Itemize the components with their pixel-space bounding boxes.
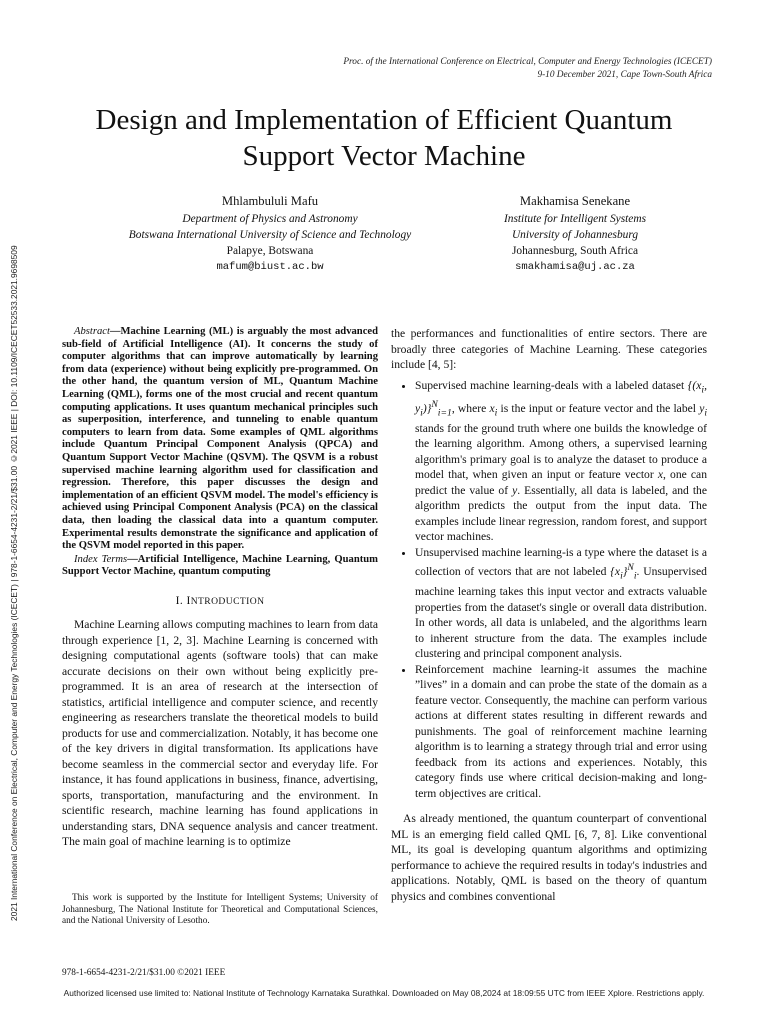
math-part: y	[699, 402, 705, 416]
bullet-text: . Essentially, all data is labeled, and the algorithm predicts the output from the input data. The examples include linear regression, random forest, and support vector machines.	[415, 483, 708, 544]
author-department: Department of Physics and Astronomy	[182, 213, 358, 225]
math-sub: i	[633, 570, 637, 582]
list-item-supervised	[415, 378, 707, 545]
intro-paragraph: Machine Learning allows computing machines to learn from data through experience [1, 2, 3]. Machine Learning is concerned with designing computational agents (software tools) that can make accurate decisions on their own without being explicitly pre-programmed. It is an area of research at the intersection of statistics, artificial intelligence and computer science, and recently engineering as researchers translate the theoretical models to build products for use and commercialization. Notably, it has become one of the key drivers in digital transformation. Its applications have become seamless in the commercial sector and everyday life. For instance, it has found applications in business, finance, advertising, sports, transportation, manufacturing and the environment. In scientific research, machine learning has found applications in understanding stars, DNA sequence analysis and cancer treatment. The main goal of machine learning is to optimize	[62, 618, 378, 849]
paper-title	[40, 102, 728, 174]
math-y: y	[512, 483, 518, 497]
author-organization: University of Johannesburg	[511, 229, 639, 241]
abstract-text: —Machine Learning (ML) is arguably the most advanced sub-field of Artificial Intelligence (AI). It concerns the study of computer algorithms that can improve automatically by learning from data (experience) without being explicitly pre-programmed. On the other hand, the quantum version of ML, Quantum Machine Learning (QML), forms one of the most crucial and recent quantum computing applications. It uses quantum mechanical principles such as superposition, interference, and tunneling to enable quantum computers to learn from data. Some examples of QML algorithms include Quantum Principal Component Analysis (QPCA) and Quantum Support Vector Machine (QSVM). The QSVM is a robust supervised machine learning algorithm used for classification and regression. Therefore, this paper discusses the design and implementation of an efficient QSVM model. The model's efficiency is achieved using Principal Component Analysis (PCA) on the classical data, then loading the classical data into a quantum computer. Experimental results demonstrate the significance and application of the QSVM model reported in this paper.	[62, 326, 378, 552]
math-part: }	[622, 565, 628, 579]
index-terms-lead: Index Terms	[74, 553, 128, 565]
index-terms-text: —Artificial Intelligence, Machine Learning, Quantum Support Vector Machine, quantum computing	[62, 553, 378, 578]
side-doi-note: 2021 International Conference on Electrical, Computer and Energy Technologies (ICECET) | 978-1-6654-4231-2/21/$31.00 ©2021 IEEE | DOI: 10.1109/ICECET52533.2021.9698509	[9, 245, 19, 921]
bullet-text: , where	[451, 402, 487, 416]
author-city: Palapye, Botswana	[226, 245, 314, 257]
bullet-text: Supervised machine learning-deals with a labeled dataset	[415, 378, 685, 392]
math-part: x	[489, 402, 495, 416]
author-email: smakhamisa@uj.ac.za	[515, 261, 635, 273]
math-part: , y	[415, 378, 707, 416]
math-sub: i=1	[437, 407, 452, 419]
list-item-unsupervised	[415, 545, 707, 662]
author-block-2	[450, 193, 700, 275]
right-paragraph-qml: As already mentioned, the quantum counterpart of conventional ML is an emerging field called QML [6, 7, 8]. Like conventional ML, its goal is developing quantum algorithms and optimizing performance to achieve the required results in today's industries and applications. Notably, QML is based on the theory of quantum physics and combines conventional	[391, 812, 707, 903]
math-unlabeled-set	[610, 562, 637, 582]
math-sub: i	[494, 407, 498, 419]
authorized-use-notice: Authorized licensed use limited to: National Institute of Technology Karnataka Surathkal. Downloaded on May 08,2024 at 18:09:55 UTC from IEEE Xplore. Restrictions apply.	[63, 988, 705, 998]
math-sup: N	[627, 562, 634, 574]
math-sub: i	[620, 570, 623, 582]
conference-line-2: 9-10 December 2021, Cape Town-South Africa	[537, 69, 712, 80]
author-name: Makhamisa Senekane	[519, 194, 631, 208]
left-column	[62, 326, 378, 850]
author-block-1	[100, 193, 440, 275]
abstract	[62, 326, 378, 553]
math-sup: N	[431, 399, 438, 411]
math-sub: i	[701, 383, 705, 395]
title-line-2: Support Vector Machine	[242, 140, 526, 172]
index-terms	[62, 554, 378, 579]
bullet-text: Unsupervised machine learning-is a type where the dataset is a collection of vectors that are not labeled	[415, 545, 707, 579]
list-item-reinforcement: • Reinforcement machine learning-it assumes the machine ”lives” in a domain and can probe the state of the domain as a feature vector. Consequently, the machine can perform various actions at different states resulting in different rewards and punishments. The goal of reinforcement machine learning algorithm is to learning a strategy through trial and error using feedback from its actions and experiences. Notably, this category finds use where critical decision-making and long-term objectives are critical.	[415, 662, 707, 802]
right-intro-paragraph: the performances and functionalities of entire sectors. There are broadly three categories of Machine Learning. These categories include [4, 5]:	[391, 327, 707, 371]
math-part: {x	[610, 565, 621, 579]
funding-footnote: This work is supported by the Institute for Intelligent Systems; University of Johannesburg, The National Institute for Theoretical and Computational Sciences, and the National University of Lesotho.	[62, 893, 378, 927]
author-email: mafum@biust.ac.bw	[216, 261, 324, 273]
ml-categories-list	[391, 378, 707, 802]
math-part: {(x	[687, 378, 702, 392]
math-sub: i	[704, 407, 708, 419]
bullet-text: is the input or feature vector and the label	[500, 402, 696, 416]
conference-header	[343, 56, 712, 81]
math-xi	[489, 402, 498, 419]
author-department: Institute for Intelligent Systems	[503, 213, 647, 225]
copyright-line: 978-1-6654-4231-2/21/$31.00 ©2021 IEEE	[62, 968, 226, 978]
math-yi	[699, 402, 708, 419]
math-part: )}	[422, 402, 432, 416]
conference-line-1: Proc. of the International Conference on Electrical, Computer and Energy Technologies (ICECET)	[343, 57, 712, 67]
section-heading-introduction	[62, 593, 378, 610]
math-sub: i	[420, 407, 423, 419]
section-numeral: I. I	[175, 593, 191, 607]
author-organization: Botswana International University of Science and Technology	[128, 229, 412, 241]
title-line-1: Design and Implementation of Efficient Quantum	[95, 104, 673, 136]
right-column	[391, 326, 707, 904]
bullet-text: stands for the ground truth where one builds the knowledge of the learning algorithm. Among others, a supervised learning algorithm's primary goal is to analyze the dataset to produce a model that, when given an input or feature vector	[415, 421, 707, 482]
abstract-lead: Abstract	[74, 326, 110, 337]
author-city: Johannesburg, South Africa	[511, 245, 639, 257]
author-name: Mhlambululi Mafu	[221, 194, 319, 208]
bullet-text: . Unsupervised machine learning takes this input vector and extracts valuable properties from the dataset's single or overall data distribution. In other words, all data is unlabeled, and the algorithms learn to inherent structure from the data. The examples include clustering and principal component analysis.	[415, 565, 707, 661]
math-x: x	[657, 468, 664, 482]
section-title-rest: NTRODUCTION	[190, 595, 265, 607]
bullet-text: , one can predict the value of	[415, 468, 707, 497]
